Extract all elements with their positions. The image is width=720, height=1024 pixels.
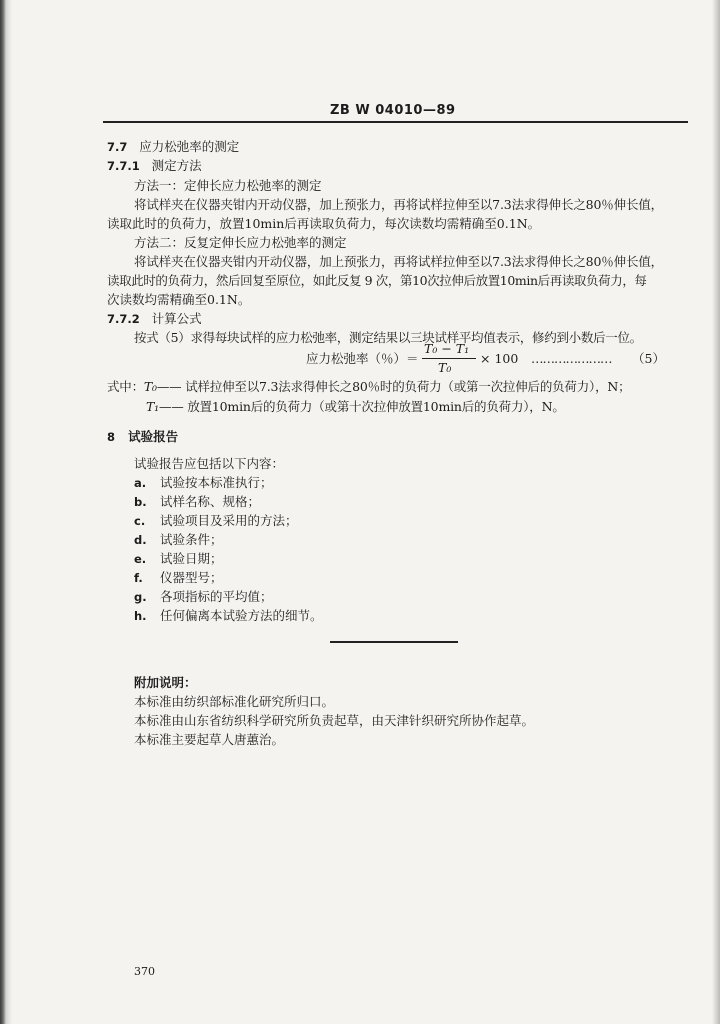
method-2-title: 方法二：反复定伸长应力松弛率的测定	[134, 235, 347, 250]
list-item: c. 试验项目及采用的方法；	[134, 513, 298, 528]
list-item: e. 试验日期；	[134, 551, 223, 566]
binding-shadow-left	[0, 0, 14, 1024]
method-2-paragraph-line-3: 次读数均需精确至0.1N。	[107, 292, 251, 307]
page-edge-right	[712, 0, 720, 1024]
formula-lhs: 应力松弛率（％）＝	[306, 351, 419, 366]
section-8-heading: 8 试验报告	[107, 429, 179, 444]
where-t1-line: T₁—— 放置10min后的负荷力（或第十次拉伸放置10min后的负荷力），N。	[146, 399, 565, 414]
report-intro: 试验报告应包括以下内容：	[134, 456, 285, 471]
method-2-paragraph-line-1: 将试样夹在仪器夹钳内开动仪器，加上预张力，再将试样拉伸至以7.3法求得伸长之80％伸长值，	[134, 254, 664, 269]
method-2-paragraph-line-2: 读取此时的负荷力，然后回复至原位，如此反复 9 次，第10次拉伸后放置10min后再读取负荷力，每	[107, 273, 647, 288]
list-item: b. 试样名称、规格；	[134, 494, 261, 509]
method-1-title: 方法一：定伸长应力松弛率的测定	[134, 178, 322, 193]
section-7-7-1-heading: 7.7.1 测定方法	[107, 158, 202, 173]
appendix-line: 本标准主要起草人唐蕙治。	[134, 732, 285, 747]
formula-numerator: T₀ − T₁	[424, 341, 470, 356]
header-rule	[103, 121, 688, 123]
list-item: g. 各项指标的平均值；	[134, 589, 273, 604]
section-7-7-2-heading: 7.7.2 计算公式	[107, 311, 202, 326]
appendix-line: 本标准由山东省纺织科学研究所负责起草，由天津针织研究所协作起草。	[134, 713, 535, 728]
list-item: h. 任何偏离本试验方法的细节。	[134, 608, 323, 623]
section-7-7-heading: 7.7 应力松弛率的测定	[107, 139, 240, 154]
formula-multiplier: × 100	[480, 351, 519, 366]
method-1-paragraph-line-2: 读取此时的负荷力，放置10min后再读取负荷力，每次读数均需精确至0.1N。	[107, 216, 541, 231]
end-of-standard-rule	[330, 641, 458, 643]
list-item: f. 仪器型号；	[134, 570, 223, 585]
method-1-paragraph-line-1: 将试样夹在仪器夹钳内开动仪器，加上预张力，再将试样拉伸至以7.3法求得伸长之80％伸长值，	[134, 197, 664, 212]
formula-leader-dots: …………………	[531, 351, 612, 366]
page-number: 370	[134, 965, 155, 978]
appendix-title: 附加说明：	[134, 675, 197, 690]
standard-code-header: ZB W 04010—89	[330, 103, 456, 118]
where-t0-line: 式中：T₀—— 试样拉伸至以7.3法求得伸长之80％时的负荷力（或第一次拉伸后的负荷力），N；	[107, 379, 631, 394]
calculation-paragraph: 按式（5）求得每块试样的应力松弛率，测定结果以三块试样平均值表示，修约到小数后一位。	[134, 330, 642, 345]
list-item: a. 试验按本标准执行；	[134, 475, 273, 490]
appendix-line: 本标准由纺织部标准化研究所归口。	[134, 694, 335, 709]
formula-denominator: T₀	[438, 360, 452, 375]
formula-equation-number: （5）	[632, 351, 665, 366]
list-item: d. 试验条件；	[134, 532, 223, 547]
fraction-bar	[422, 358, 476, 359]
